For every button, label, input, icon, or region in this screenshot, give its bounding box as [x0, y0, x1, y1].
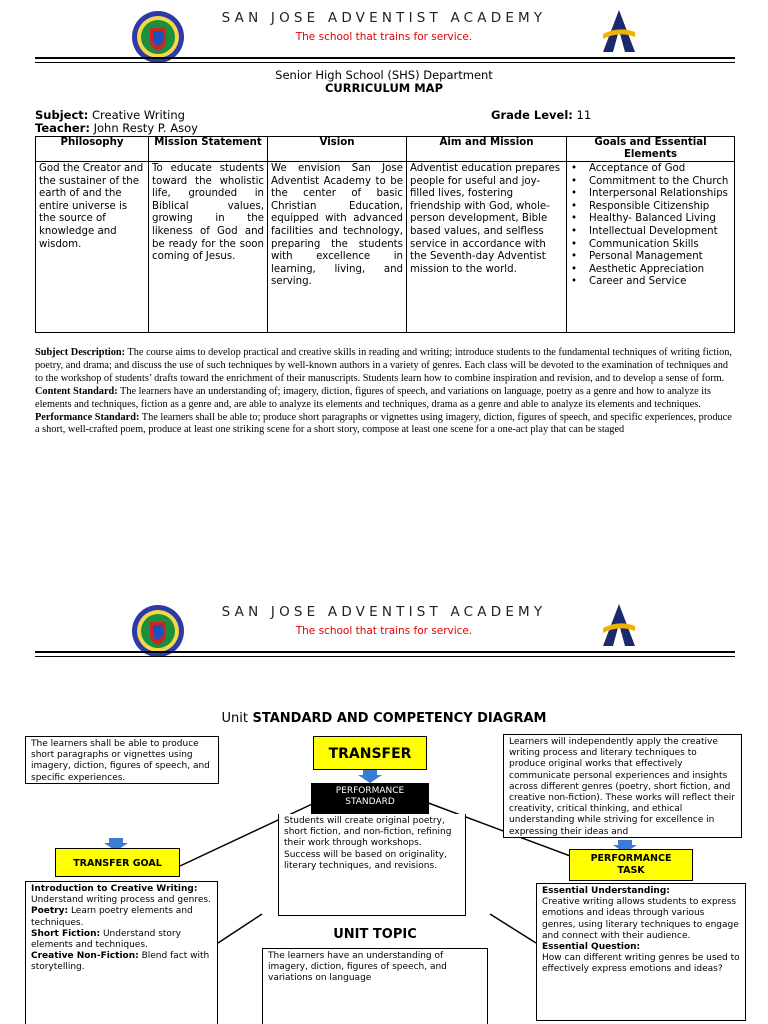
essential-question-label: Essential Question: — [542, 942, 641, 953]
goal-item: • Responsible Citizenship — [570, 201, 731, 214]
diagram-title-prefix: Unit — [221, 711, 248, 726]
content-standard-label: Content Standard: — [35, 385, 118, 397]
unit-topic-heading: UNIT TOPIC — [333, 927, 417, 942]
independent-application-box: Learners will independently apply the creative writing process and literary techniques to produce original works that effectively communicate personal experiences and insights across different genres (poetry, short fiction, and creative non-fiction). These works will reflect their creativity, critical thinking, and ethical understanding while striving for excellence in expressing their ideas and — [503, 734, 742, 838]
goal-item: • Acceptance of God — [570, 163, 731, 176]
unit-topics-box — [25, 881, 218, 1024]
teacher-value: John Resty P. Asoy — [93, 121, 198, 135]
performance-standard-box — [311, 783, 429, 814]
mission-cell: To educate students toward the wholistic life, grounded in Biblical values, growing in the likeness of God and be ready for the soon coming of Jesus. — [149, 162, 268, 333]
performance-standard-label: Performance Standard: — [35, 411, 140, 423]
goal-item: • Intellectual Development — [570, 226, 731, 239]
topic-text: Understand writing process and genres. — [31, 895, 211, 906]
goal-item: • Healthy- Balanced Living — [570, 213, 731, 226]
header-goals: Goals and Essential Elements — [567, 137, 735, 162]
philosophy-cell: God the Creator and the sustainer of the earth of and the entire universe is the source of knowledge and wisdom. — [36, 162, 149, 333]
performance-standard-text: The learners shall be able to; produce short paragraphs or vignettes using imagery, diction, figures of speech, and specific experiences, produce a short, well-crafted poem, produce at least one striking scene for a short story, compose at least one scene for a one-act play that can be staged — [35, 411, 732, 436]
aim-cell: Adventist education prepares people for useful and joy-filled lives, fostering friendship with God, whole-person development, Bible based values, and selfless service in accordance with the Seventh-day Adventist mission to the world. — [407, 162, 567, 333]
goal-item: • Personal Management — [570, 251, 731, 264]
teacher-label: Teacher: — [35, 121, 90, 135]
arrow-down-icon — [358, 770, 382, 783]
header-mission: Mission Statement — [149, 137, 268, 162]
department-name: Senior High School (SHS) Department — [275, 68, 493, 82]
school-motto: The school that trains for service. — [295, 625, 473, 637]
grade-value: 11 — [576, 108, 592, 122]
performance-task-line1: PERFORMANCE — [590, 853, 672, 864]
header-aim: Aim and Mission — [407, 137, 567, 162]
transfer-box: TRANSFER — [313, 736, 427, 770]
topic-item — [31, 884, 212, 906]
diagram-title-main: STANDARD AND COMPETENCY DIAGRAM — [252, 711, 547, 726]
essential-understanding-label: Essential Understanding: — [542, 886, 670, 896]
subject-description-text: The course aims to develop practical and creative skills in reading and writing; introduce students to the fundamental techniques of writing fiction, poetry, and drama; and discuss the use of such techniques by well-known authors in a variety of genres. Each class will be devoted to the examination of techniques and to the workshop of students’ drafts toward the enrichment of their manuscripts. Students learn how to combine inspiration and revision, and to develop a sense of form. — [35, 347, 732, 384]
document-title: CURRICULUM MAP — [324, 81, 444, 95]
topic-label: Introduction to Creative Writing: — [31, 884, 198, 894]
topic-text: Blend fact with storytelling. — [31, 951, 210, 973]
subject-value: Creative Writing — [92, 108, 185, 122]
unit-topic-box: The learners have an understanding of imagery, diction, figures of speech, and variations on language — [262, 948, 488, 1024]
performance-standard-line2: STANDARD — [345, 797, 395, 807]
performance-task-box — [569, 849, 693, 881]
goal-item: • Communication Skills — [570, 239, 731, 252]
topic-text: Learn poetry elements and techniques. — [31, 906, 193, 928]
original-works-box: Students will create original poetry, short fiction, and non-fiction, refining their work through workshops. Success will be based on originality, literary techniques, and revisions. — [278, 814, 466, 916]
goal-item: • Commitment to the Church — [570, 176, 731, 189]
header-vision: Vision — [268, 137, 407, 162]
vision-cell: We envision San Jose Adventist Academy to be the center of basic Christian Education, equipped with advanced facilities and technology, preparing the students with excellence in learning, living, and serving. — [268, 162, 407, 333]
goal-item: • Interpersonal Relationships — [570, 188, 731, 201]
topic-label: Poetry: — [31, 906, 69, 917]
grade-label: Grade Level: — [491, 108, 573, 122]
school-name: SAN JOSE ADVENTIST ACADEMY — [221, 604, 547, 620]
goal-item: • Aesthetic Appreciation — [570, 264, 731, 277]
subject-label: Subject: — [35, 108, 89, 122]
topic-item — [31, 906, 212, 928]
essential-question-text: How can different writing genres be used to effectively express emotions and ideas? — [542, 953, 740, 975]
school-motto: The school that trains for service. — [295, 31, 473, 43]
topic-label: Creative Non-Fiction: — [31, 951, 139, 962]
essential-box — [536, 883, 746, 1021]
content-standard-text: The learners have an understanding of; imagery, diction, figures of speech, and variations on language, poetry as a genre and how to analyze its elements and techniques, fiction as a genre and, are able to analyze its elements and techniques, drama as a genre and able to analyze its elements and techniques. — [35, 385, 711, 410]
transfer-goal-box: TRANSFER GOAL — [55, 848, 180, 877]
topic-item — [31, 929, 212, 951]
performance-task-line2: TASK — [617, 865, 645, 876]
subject-description-label: Subject Description: — [35, 347, 126, 358]
goal-item: • Career and Service — [570, 276, 731, 289]
performance-standard-line1: PERFORMANCE — [335, 786, 405, 796]
produce-skills-box: The learners shall be able to produce short paragraphs or vignettes using imagery, diction, figures of speech, and specific experiences. — [25, 736, 219, 784]
topic-label: Short Fiction: — [31, 928, 101, 939]
school-name: SAN JOSE ADVENTIST ACADEMY — [221, 10, 547, 26]
topic-item — [31, 951, 212, 973]
topic-text: Understand story elements and techniques. — [31, 928, 181, 951]
header-philosophy: Philosophy — [36, 137, 149, 162]
essential-understanding-text: Creative writing allows students to express emotions and ideas through various genres, using literary techniques to engage and connect with their audience. — [542, 897, 739, 941]
